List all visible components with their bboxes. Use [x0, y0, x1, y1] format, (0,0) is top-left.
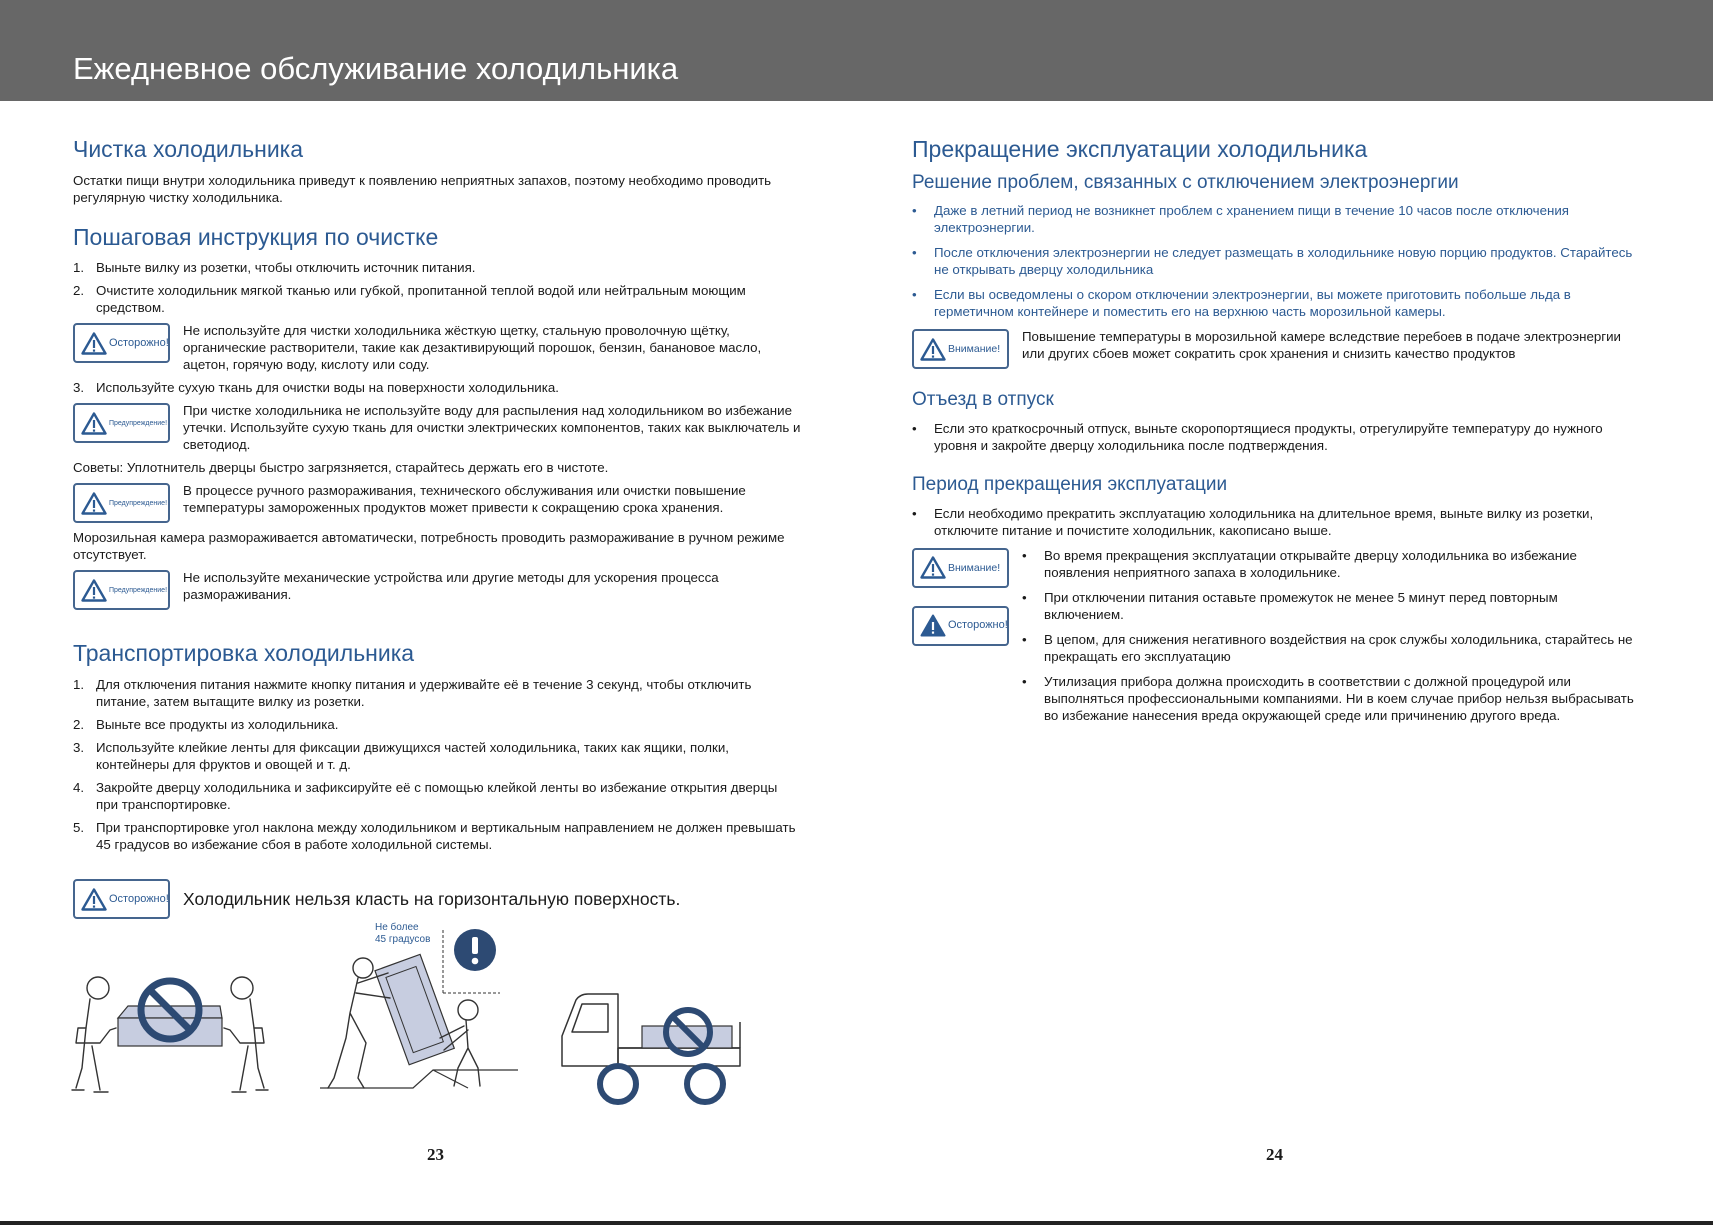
caution-badge: Осторожно!: [912, 606, 1009, 646]
caution-badge: Осторожно!: [73, 879, 170, 919]
warning-triangle-icon: [81, 332, 107, 355]
left-page: [73, 136, 801, 859]
list-item: • Если это краткосрочный отпуск, выньте скоропортящиеся продукты, отрегулируйте температуру до нужного уровня и закройте дверцу холодильника после подтверждения.: [912, 421, 1603, 454]
steps-title: Пошаговая инструкция по очистке: [73, 223, 439, 250]
tilt-label: Не более 45 градусов: [375, 922, 431, 945]
warning-note: [73, 569, 801, 610]
tips-text: Советы: Уплотнитель дверцы быстро загрязняется, старайтесь держать его в чистоте.: [73, 460, 609, 476]
warning-triangle-filled-icon: [920, 614, 946, 637]
caution-note: [73, 322, 801, 373]
warning-triangle-icon: [81, 492, 107, 515]
list-item: 3. Используйте клейкие ленты для фиксации движущихся частей холодильника, таких как ящики, полки, контейнеры для фруктов и овощей и т. д.: [73, 739, 729, 772]
list-item: 1. Выньте вилку из розетки, чтобы отключить источник питания.: [73, 260, 476, 276]
cleaning-text: Остатки пищи внутри холодильника приведут к появлению неприятных запахов, поэтому необходимо проводить регулярную чистку холодильника.: [73, 172, 772, 205]
list-item: • Даже в летний период не возникнет проблем с хранением пищи в течение 10 часов после отключения электроэнергии.: [912, 203, 1569, 236]
list-item: 5. При транспортировке угол наклона между холодильником и вертикальным направлением не должен превышать 45 градусов во избежание сбоя в работе холодильной системы.: [73, 819, 796, 852]
note-text: Не используйте механические устройства или другие методы для ускорения процесса размораживания.: [183, 570, 719, 603]
power-title: Решение проблем, связанных с отключением электроэнергии: [912, 171, 1459, 193]
list-item: 4. Закройте дверцу холодильника и зафиксируйте её с помощью клейкой ленты во избежание открытия дверцы при транспортировке.: [73, 779, 778, 812]
page-number-left: 23: [427, 1145, 444, 1164]
tilt-45-degrees-illustration: [318, 918, 523, 1108]
list-item: • Утилизация прибора должна происходить в соответствии с должной процедурой или выполняться профессиональными компаниями. Ни в коем случае прибор нельзя выбрасывать во избежание нанесения вреда окружающей среде или причинению другого вреда.: [1022, 673, 1634, 723]
freezer-text: Морозильная камера размораживается автоматически, потребность проводить размораживание в ручном режиме отсутствует.: [73, 530, 785, 563]
truck-transport-illustration: [560, 918, 745, 1108]
attention-badge: Внимание!: [912, 329, 1009, 369]
list-item: • При отключении питания оставьте промежуток не менее 5 минут перед повторным включением.: [1022, 589, 1558, 622]
attention-badge: Внимание!: [912, 548, 1009, 588]
list-item: 1. Для отключения питания нажмите кнопку питания и удерживайте её в течение 3 секунд, чтобы отключить питание, затем вытащите вилку из розетки.: [73, 676, 752, 709]
warning-triangle-icon: [920, 556, 946, 579]
note-text: При чистке холодильника не используйте воду для распыления над холодильником во избежание утечки. Используйте сухую ткань для очистки электрических компонентов, таких как выключатель и светодиод.: [183, 403, 801, 453]
note-text: В процессе ручного размораживания, технического обслуживания или очистки повышение температуры замороженных продуктов может привести к сокращению срока хранения.: [183, 483, 746, 516]
bottom-border: [0, 1221, 1713, 1225]
document-title: Ежедневное обслуживание холодильника: [73, 51, 679, 86]
warning-triangle-icon: [81, 888, 107, 911]
stop-notes-block: [912, 547, 1637, 732]
note-text: Не используйте для чистки холодильника жёсткую щетку, стальную проволочную щётку, органические растворители, такие как дезактивирующий порошок, бензин, банановое масло, ацетон, горячую воду, кислоту или соду.: [183, 323, 762, 373]
stop-bullets: [912, 505, 1637, 539]
list-item: 2. Выньте все продукты из холодильника.: [73, 716, 339, 732]
vacation-bullets: [912, 420, 1637, 454]
warning-badge: Предупреждение!: [73, 483, 170, 523]
list-item: • Если необходимо прекратить эксплуатацию холодильника на длительное время, выньте вилку из розетки, отключите питание и почистите холодильник, какописано выше.: [912, 505, 1594, 538]
right-page: [912, 136, 1637, 732]
transport-title: Транспортировка холодильника: [73, 640, 415, 667]
transport-steps: [73, 676, 801, 853]
right-title: Прекращение эксплуатации холодильника: [912, 136, 1368, 162]
carry-horizontal-illustration: [70, 918, 270, 1108]
stop-sub-bullets: [1022, 547, 1637, 732]
list-item: • Если вы осведомлены о скором отключении электроэнергии, вы можете приготовить побольше льда в герметичном контейнере и поместить его на верхнюю часть морозильной камеры.: [912, 287, 1571, 320]
page-number-right: 24: [1266, 1145, 1283, 1164]
attention-note: [912, 328, 1637, 369]
note-text: Холодильник нельзя класть на горизонтальную поверхность.: [183, 888, 681, 909]
note-text: Повышение температуры в морозильной камере вследствие перебоев в подаче электроэнергии или других сбоев может сократить срок хранения и снизить качество продуктов: [1022, 329, 1621, 362]
warning-badge: Предупреждение!: [73, 403, 170, 443]
list-item: • В цепом, для снижения негативного воздействия на срок службы холодильника, старайтесь не прекращать его эксплуатацию: [1022, 631, 1633, 664]
warning-triangle-icon: [920, 338, 946, 361]
warning-note: [73, 402, 801, 453]
warning-note: [73, 482, 801, 523]
power-bullets: [912, 202, 1637, 320]
horizontal-caution-note: [73, 878, 680, 919]
vacation-title: Отъезд в отпуск: [912, 389, 1054, 411]
warning-badge: Предупреждение!: [73, 570, 170, 610]
warning-triangle-icon: [81, 412, 107, 435]
list-item: 3. Используйте сухую ткань для очистки воды на поверхности холодильника.: [73, 380, 559, 396]
cleaning-title: Чистка холодильника: [73, 136, 304, 162]
list-item: • Во время прекращения эксплуатации открывайте дверцу холодильника во избежание появления неприятного запаха в холодильнике.: [1022, 547, 1577, 580]
stop-period-title: Период прекращения эксплуатации: [912, 474, 1228, 496]
warning-triangle-icon: [81, 579, 107, 602]
caution-badge: Осторожно!: [73, 323, 170, 363]
list-item: 2. Очистите холодильник мягкой тканью или губкой, пропитанной теплой водой или нейтральным моющим средством.: [73, 283, 746, 316]
page-header: [0, 0, 1713, 101]
cleaning-steps: [73, 259, 801, 316]
list-item: • После отключения электроэнергии не следует размещать в холодильнике новую порцию продуктов. Старайтесь не открывать дверцу холодильника: [912, 245, 1633, 278]
